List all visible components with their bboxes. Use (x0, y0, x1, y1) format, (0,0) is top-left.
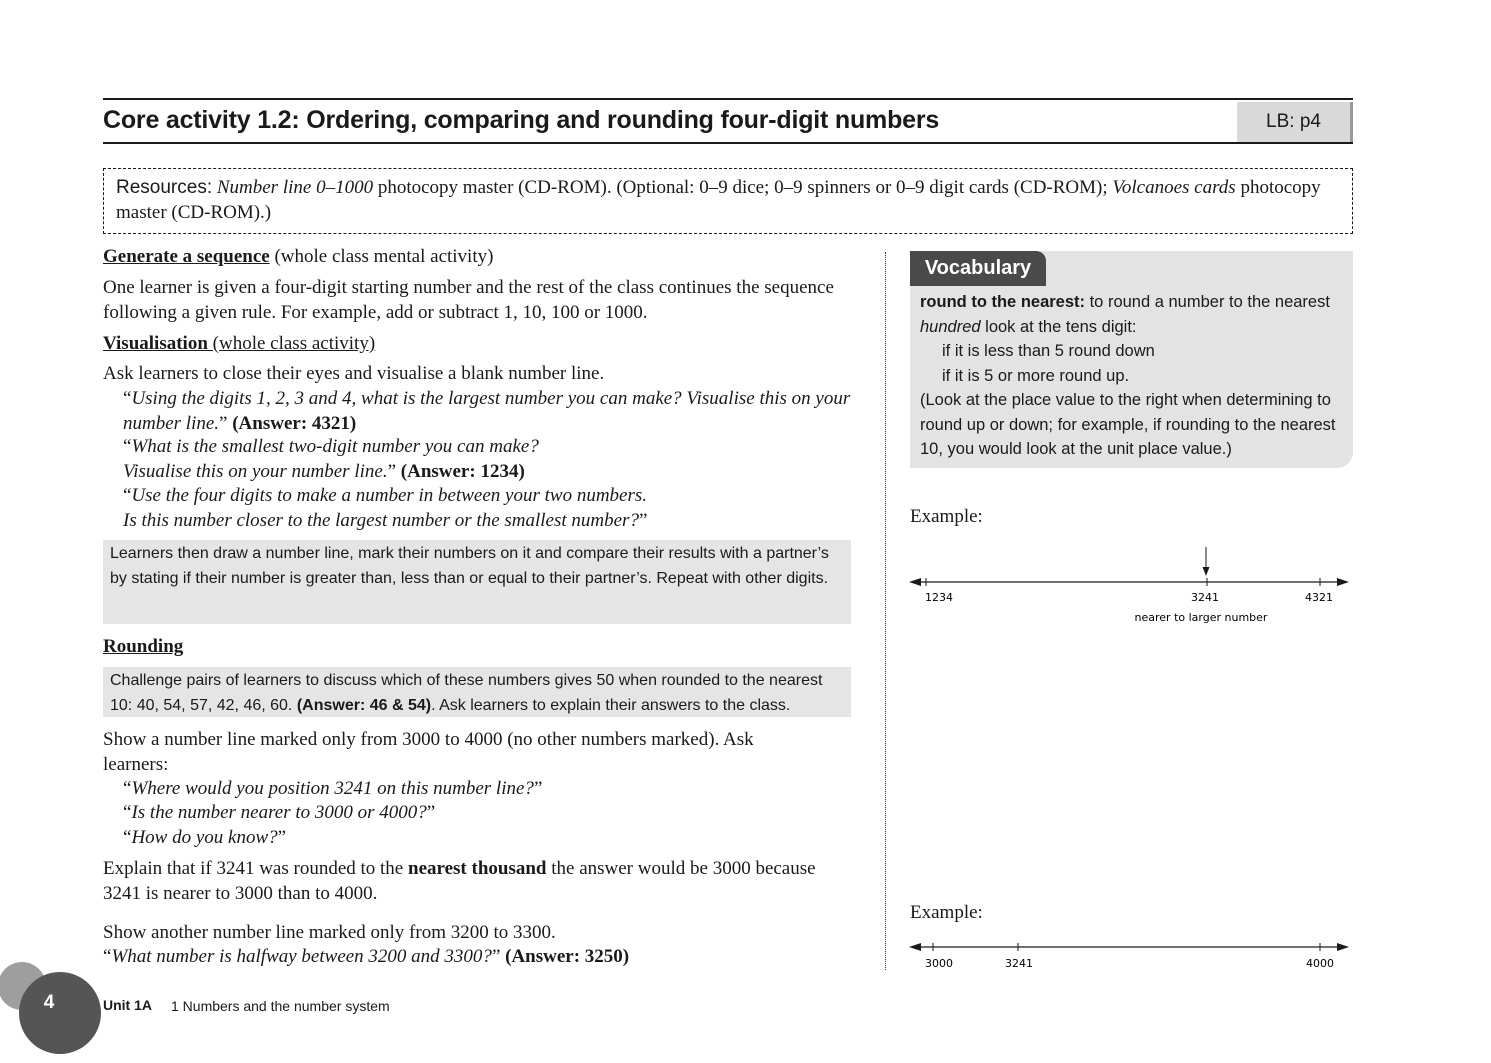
generate-subtitle: (whole class mental activity) (269, 246, 494, 267)
learner-book-reference: LB: p4 (1237, 102, 1353, 142)
rounding-question-4: “What number is halfway between 3200 and 3300?” (Answer: 3250) (103, 946, 630, 967)
tick-label: 4000 (1306, 957, 1334, 970)
visualisation-note: Learners then draw a number line, mark their numbers on it and compare their results with a partner’s by stating if their number is greater than, less than or equal to their partner’s. Repeat with other digits. (103, 540, 851, 624)
visualisation-subtitle: (whole class activity) (207, 333, 376, 354)
visualisation-intro: Ask learners to close their eyes and visualise a blank number line. (103, 363, 605, 384)
answer-1: (Answer: 4321) (232, 412, 357, 434)
resource-text-2: photocopy master (CD-ROM).) (116, 177, 1321, 223)
challenge-answer: (Answer: 46 & 54) (296, 696, 432, 714)
visualisation-question-1: “Using the digits 1, 2, 3 and 4, what is the largest number you can make? Visualise this on your number line.” (Answer: 4321) (123, 388, 851, 434)
generate-heading: Generate a sequence (103, 246, 270, 267)
rounding-heading-line (103, 635, 853, 660)
example-1-label: Example: (910, 506, 983, 527)
footer-chapter: 1 Numbers and the number system (171, 998, 390, 1014)
footer-unit: Unit 1A (103, 997, 152, 1013)
example-2-number-line (905, 935, 1355, 975)
vocabulary-rule-1: if it is less than 5 round down (942, 342, 1155, 360)
resources-label: Resources: (116, 177, 213, 198)
resource-item-number-line: Number line 0–1000 (216, 177, 374, 198)
rounding-question-2: “Is the number nearer to 3000 or 4000?” (123, 802, 436, 823)
rounding-show-2: Show another number line marked only from 3200 to 3300. (103, 922, 556, 943)
rounding-challenge: Challenge pairs of learners to discuss which of these numbers gives 50 when rounded to the nearest 10: 40, 54, 57, 42, 46, 60. (Answer: 46 & 54). Ask learners to explain their answers to the class. (103, 667, 851, 717)
rounding-question-1: “Where would you position 3241 on this number line?” (123, 778, 543, 799)
rounding-explanation: Explain that if 3241 was rounded to the nearest thousand the answer would be 3000 because 3241 is nearer to 3000 than to 4000. (103, 858, 816, 904)
page-number-badge (0, 960, 105, 1063)
tick-label: 3000 (925, 957, 953, 970)
arrow-right-icon (1337, 578, 1349, 586)
arrow-right-icon (1337, 943, 1349, 951)
rounding-heading: Rounding (103, 636, 184, 657)
badge-circle-large (19, 972, 101, 1054)
nearest-thousand: nearest thousand (408, 858, 547, 879)
generate-body: One learner is given a four-digit starting number and the rest of the class continues the sequence following a given rule. For example, add or subtract 1, 10, 100 or 1000. (103, 277, 834, 323)
tick-label: 3241 (1005, 957, 1033, 970)
resource-text-1: photocopy master (CD-ROM). (Optional: 0–9 dice; 0–9 spinners or 0–9 digit cards (CD-ROM); (373, 177, 1113, 198)
tick-label: 4321 (1305, 591, 1333, 604)
page-title: Core activity 1.2: Ordering, comparing and rounding four-digit numbers (103, 106, 940, 134)
rounding-show-1: Show a number line marked only from 3000 to 4000 (no other numbers marked). Ask learners: (103, 729, 754, 775)
tick-label: 3241 (1191, 591, 1219, 604)
rounding-question-3: “How do you know?” (123, 827, 287, 848)
answer-4: (Answer: 3250) (505, 946, 630, 967)
page-number: 4 (43, 992, 55, 1013)
generate-heading-line (103, 245, 853, 270)
visualisation-heading: Visualisation (103, 333, 208, 354)
resources-box (103, 168, 1353, 234)
vocabulary-text (920, 290, 1350, 462)
visualisation-question-2: “What is the smallest two-digit number you can make? Visualise this on your number line.” (Answer: 1234) (123, 436, 539, 482)
answer-2: (Answer: 1234) (400, 460, 525, 482)
title-bar (103, 98, 1353, 144)
tick-label: 1234 (925, 591, 953, 604)
arrow-left-icon (909, 943, 921, 951)
resource-item-volcanoes: Volcanoes cards (1112, 177, 1236, 198)
visualisation-heading-line (103, 332, 853, 357)
vocabulary-tab: Vocabulary (910, 251, 1046, 286)
visualisation-question-3: “Use the four digits to make a number in between your two numbers. Is this number closer to the largest number or the smallest number?” (123, 485, 648, 531)
example-2-label: Example: (910, 902, 983, 923)
column-divider (885, 252, 886, 970)
arrow-left-icon (909, 578, 921, 586)
vocabulary-rule-2: if it is 5 or more round up. (942, 366, 1130, 385)
vocabulary-definition: round to the nearest: to round a number to the nearest hundred look at the tens digit: (920, 293, 1330, 336)
vocabulary-term: round to the nearest: (920, 293, 1086, 311)
number-line-caption: nearer to larger number (1134, 611, 1268, 624)
vocabulary-note: (Look at the place value to the right when determining to round up or down; for example, if rounding to the nearest 10, you would look at the unit place value.) (920, 391, 1336, 458)
example-1-number-line (905, 540, 1355, 635)
arrow-down-icon (1203, 567, 1210, 576)
